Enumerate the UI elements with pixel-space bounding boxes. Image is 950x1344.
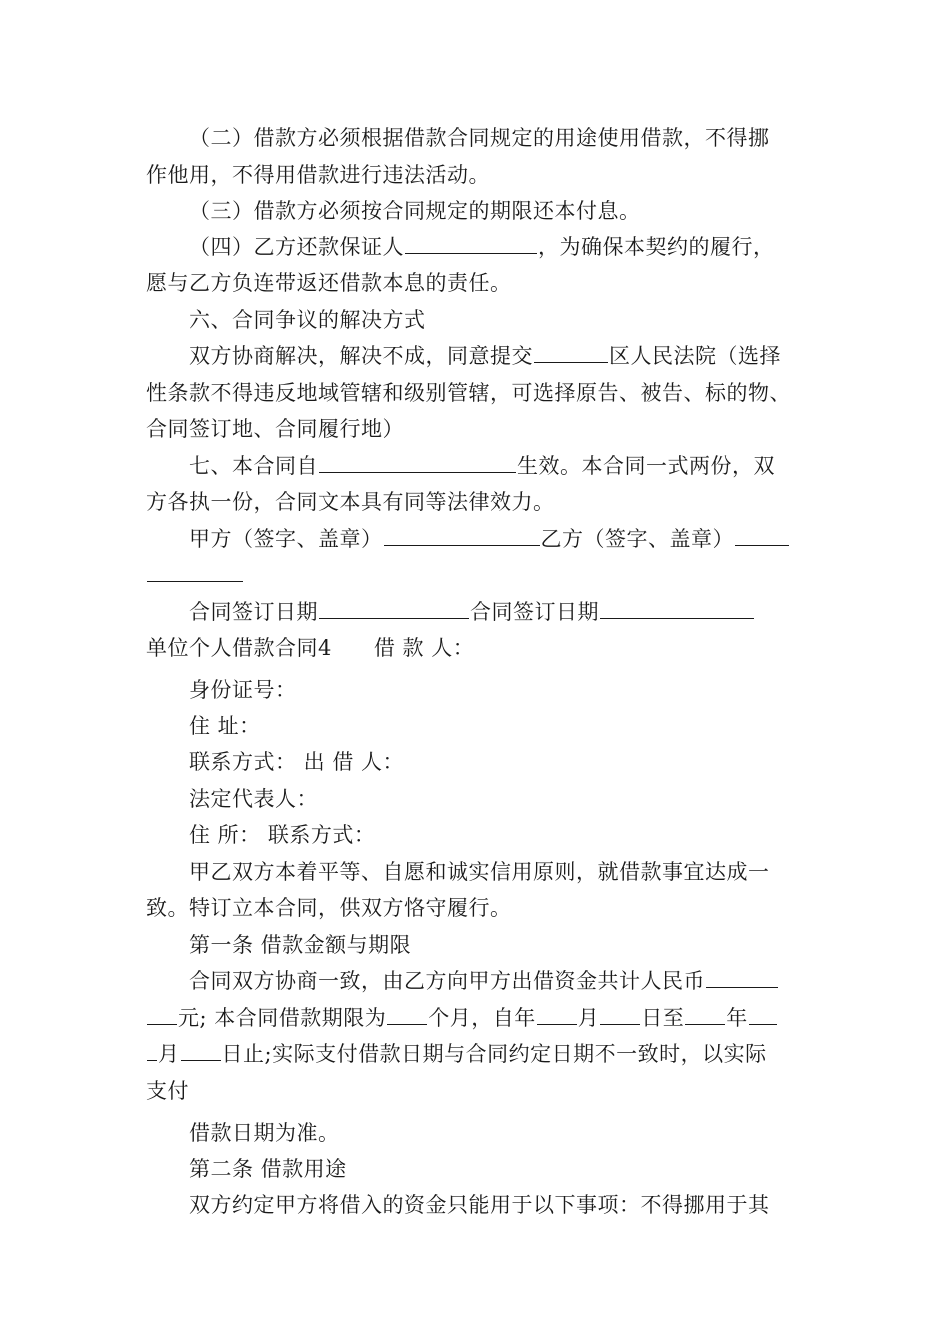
end-month-blank: [749, 1004, 777, 1025]
term-text-c: 月: [577, 1006, 600, 1030]
guarantor-blank: [405, 233, 537, 254]
preamble-line-2: 致。特订立本合同，供双方恪守履行。: [146, 896, 512, 920]
end-month-blank-continued: [147, 1040, 157, 1061]
party-b-signature-blank-continued: [147, 561, 243, 582]
residence-contact-field: 住 所： 联系方式：: [189, 823, 376, 847]
months-blank: [387, 1004, 427, 1025]
clause-3: （三）借款方必须按合同规定的期限还本付息。: [189, 199, 641, 223]
article-1-heading: 第一条 借款金额与期限: [189, 933, 412, 957]
clause-4-text-b: ，为确保本契约的履行，: [538, 235, 775, 259]
dispute-text-a: 双方协商解决，解决不成，同意提交: [189, 344, 533, 368]
clause-4-line-2: 愿与乙方负连带返还借款本息的责任。: [146, 271, 512, 295]
article-2-line-1: 双方约定甲方将借入的资金只能用于以下事项：不得挪用于其: [189, 1193, 770, 1217]
article-1-text: 合同双方协商一致，由乙方向甲方出借资金共计人民币: [189, 969, 705, 993]
contract-4-title-line: [146, 633, 474, 663]
court-blank: [534, 342, 608, 363]
term-text-g: 日止;实际支付借款日期与合同约定日期不一致时，以实际: [221, 1042, 767, 1066]
clause-2-line-2: 作他用，不得用借款进行违法活动。: [146, 163, 490, 187]
clause-2-line-1: （二）借款方必须根据借款合同规定的用途使用借款，不得挪: [189, 126, 770, 150]
article-2-heading: 第二条 借款用途: [189, 1157, 347, 1181]
party-b-signature-blank: [735, 525, 789, 546]
amount-blank: [706, 967, 778, 988]
borrower-label: 借 款 人：: [373, 636, 475, 660]
dispute-line-2: 性条款不得违反地域管辖和级别管辖，可选择原告、被告、标的物、: [146, 381, 791, 405]
end-year-blank: [685, 1004, 725, 1025]
article-1-line-4: 支付: [146, 1079, 189, 1103]
term-text-d: 日至: [641, 1006, 685, 1030]
start-day-blank: [600, 1004, 640, 1025]
contact-lender-field: 联系方式： 出 借 人：: [189, 750, 405, 774]
legal-representative-field: 法定代表人：: [189, 787, 318, 811]
term-text-a: 元; 本合同借款期限为: [178, 1006, 387, 1030]
article-1-line-5: 借款日期为准。: [189, 1121, 340, 1145]
party-a-signature-label: 甲方（签字、盖章）: [189, 527, 383, 551]
term-text-b: 个月，自年: [428, 1006, 536, 1030]
dispute-text-b: 区人民法院（选择: [609, 344, 781, 368]
amount-blank-continued: [147, 1004, 177, 1025]
article-1-line-3: [146, 1039, 767, 1069]
dispute-line-3: 合同签订地、合同履行地）: [146, 417, 404, 441]
section-6-heading: 六、合同争议的解决方式: [189, 308, 426, 332]
address-field: 住 址：: [189, 714, 261, 738]
sign-date-line: [189, 597, 755, 627]
end-day-blank: [181, 1040, 221, 1061]
party-a-date-blank: [319, 598, 469, 619]
contract-4-title: 单位个人借款合同4: [146, 636, 332, 660]
preamble-line-1: 甲乙双方本着平等、自愿和诚实信用原则，就借款事宜达成一: [189, 860, 770, 884]
party-a-signature-blank: [384, 525, 540, 546]
signature-continuation: [146, 560, 244, 590]
start-month-blank: [537, 1004, 577, 1025]
party-b-date-blank: [600, 598, 754, 619]
party-b-signature-label: 乙方（签字、盖章）: [540, 527, 734, 551]
section-7-text-a: 七、本合同自: [189, 454, 318, 478]
section-7-line-1: [189, 451, 775, 481]
term-text-f: 月: [158, 1042, 180, 1066]
party-a-date-label: 合同签订日期: [189, 600, 318, 624]
signature-line: [189, 524, 790, 554]
term-text-e: 年: [726, 1006, 748, 1030]
id-number-field: 身份证号：: [189, 678, 297, 702]
article-1-line-1: [189, 966, 779, 996]
party-b-date-label: 合同签订日期: [470, 600, 599, 624]
dispute-line-1: [189, 341, 781, 371]
section-7-line-2: 方各执一份，合同文本具有同等法律效力。: [146, 490, 555, 514]
article-1-line-2: [146, 1003, 778, 1033]
clause-4-text-a: （四）乙方还款保证人: [189, 235, 404, 259]
section-7-text-b: 生效。本合同一式两份，双: [517, 454, 775, 478]
clause-4-line-1: [189, 232, 775, 262]
effective-date-blank: [319, 452, 516, 473]
